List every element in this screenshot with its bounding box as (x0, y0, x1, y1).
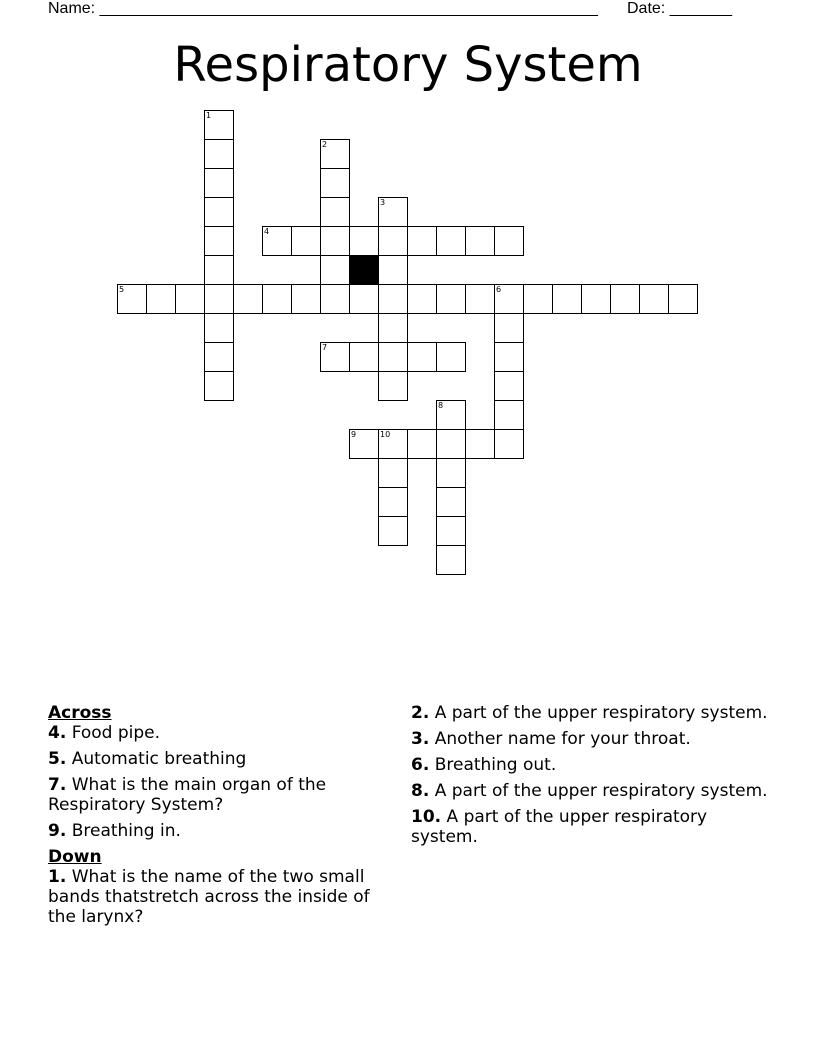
page-title: Respiratory System (173, 37, 643, 93)
clue-text: A part of the upper respiratory system. (434, 703, 768, 723)
grid-cell[interactable] (610, 284, 640, 314)
clue-number: 9. (48, 821, 67, 841)
grid-cell-shaded (349, 255, 379, 285)
grid-cell[interactable] (291, 284, 321, 314)
grid-cell[interactable] (523, 284, 553, 314)
clue-number: 10. (411, 807, 442, 827)
grid-cell[interactable] (436, 516, 466, 546)
clue-across-5 (48, 749, 393, 769)
grid-cell[interactable] (262, 226, 292, 256)
clue-across-7 (48, 775, 393, 815)
grid-cell[interactable] (378, 284, 408, 314)
clue-text: Another name for your throat. (434, 729, 691, 749)
grid-clue-number: 8 (438, 401, 444, 410)
grid-cell[interactable] (262, 284, 292, 314)
grid-cell[interactable] (349, 226, 379, 256)
grid-cell[interactable] (204, 313, 234, 343)
grid-clue-number: 2 (322, 140, 328, 149)
clue-text: A part of the upper respiratory system. (434, 781, 768, 801)
grid-cell[interactable] (320, 255, 350, 285)
grid-cell[interactable] (320, 226, 350, 256)
clue-down-6 (411, 755, 771, 775)
name-field-label: Name: ________________________________________________________ (48, 0, 598, 17)
clues-left-column (48, 703, 393, 933)
grid-cell[interactable] (494, 313, 524, 343)
grid-cell[interactable] (204, 284, 234, 314)
grid-cell[interactable] (320, 139, 350, 169)
clue-down-1 (48, 867, 393, 927)
grid-cell[interactable] (378, 371, 408, 401)
clue-number: 4. (48, 723, 67, 743)
grid-cell[interactable] (494, 371, 524, 401)
clue-down-8 (411, 781, 771, 801)
grid-clue-number: 5 (119, 285, 125, 294)
clue-number: 7. (48, 775, 67, 795)
grid-cell[interactable] (291, 226, 321, 256)
grid-cell[interactable] (117, 284, 147, 314)
grid-cell[interactable] (204, 226, 234, 256)
clue-down-3 (411, 729, 771, 749)
clue-across-4 (48, 723, 393, 743)
grid-cell[interactable] (407, 429, 437, 459)
grid-cell[interactable] (581, 284, 611, 314)
clues-right-column (411, 703, 771, 853)
grid-cell[interactable] (494, 400, 524, 430)
clue-number: 8. (411, 781, 430, 801)
grid-cell[interactable] (465, 284, 495, 314)
clue-down-10 (411, 807, 771, 847)
across-heading: Across (48, 703, 112, 723)
grid-cell[interactable] (378, 516, 408, 546)
grid-cell[interactable] (465, 429, 495, 459)
grid-cell[interactable] (436, 429, 466, 459)
grid-clue-number: 7 (322, 343, 328, 352)
grid-cell[interactable] (320, 284, 350, 314)
grid-cell[interactable] (378, 313, 408, 343)
grid-cell[interactable] (378, 255, 408, 285)
clue-text: Automatic breathing (71, 749, 247, 769)
clue-text: A part of the upper respiratory system. (411, 807, 708, 847)
grid-clue-number: 10 (380, 430, 391, 439)
grid-cell[interactable] (378, 429, 408, 459)
grid-cell[interactable] (233, 284, 263, 314)
grid-cell[interactable] (552, 284, 582, 314)
grid-cell[interactable] (378, 487, 408, 517)
grid-cell[interactable] (494, 284, 524, 314)
date-field-label: Date: _______ (627, 0, 732, 17)
clue-down-2 (411, 703, 771, 723)
down-heading: Down (48, 847, 102, 867)
grid-cell[interactable] (349, 342, 379, 372)
grid-clue-number: 4 (264, 227, 270, 236)
grid-cell[interactable] (204, 255, 234, 285)
grid-cell[interactable] (204, 139, 234, 169)
grid-cell[interactable] (204, 168, 234, 198)
grid-clue-number: 6 (496, 285, 502, 294)
grid-cell[interactable] (378, 458, 408, 488)
grid-cell[interactable] (407, 284, 437, 314)
grid-cell[interactable] (465, 226, 495, 256)
grid-clue-number: 3 (380, 198, 386, 207)
grid-cell[interactable] (378, 197, 408, 227)
grid-cell[interactable] (436, 545, 466, 575)
grid-clue-number: 1 (206, 111, 212, 120)
grid-cell[interactable] (204, 110, 234, 140)
grid-cell[interactable] (436, 342, 466, 372)
clue-number: 5. (48, 749, 67, 769)
clue-across-9 (48, 821, 393, 841)
grid-cell[interactable] (146, 284, 176, 314)
grid-cell[interactable] (320, 342, 350, 372)
grid-cell[interactable] (407, 342, 437, 372)
clue-text: Breathing out. (434, 755, 557, 775)
grid-cell[interactable] (436, 400, 466, 430)
grid-cell[interactable] (639, 284, 669, 314)
grid-cell[interactable] (175, 284, 205, 314)
clue-number: 1. (48, 867, 67, 887)
grid-cell[interactable] (204, 197, 234, 227)
clue-text: What is the main organ of the Respiratory System? (48, 775, 327, 815)
grid-cell[interactable] (349, 429, 379, 459)
grid-cell[interactable] (436, 226, 466, 256)
clue-text: Breathing in. (71, 821, 181, 841)
grid-cell[interactable] (494, 429, 524, 459)
grid-cell[interactable] (378, 226, 408, 256)
grid-cell[interactable] (407, 226, 437, 256)
clue-number: 2. (411, 703, 430, 723)
grid-cell[interactable] (320, 168, 350, 198)
grid-cell[interactable] (436, 284, 466, 314)
grid-cell[interactable] (204, 371, 234, 401)
grid-clue-number: 9 (351, 430, 357, 439)
grid-cell[interactable] (349, 284, 379, 314)
grid-cell[interactable] (436, 487, 466, 517)
grid-cell[interactable] (668, 284, 698, 314)
clue-number: 3. (411, 729, 430, 749)
grid-cell[interactable] (204, 342, 234, 372)
grid-cell[interactable] (378, 342, 408, 372)
clue-text: Food pipe. (71, 723, 161, 743)
clue-text: What is the name of the two small bands thatstretch across the inside of the larynx? (48, 867, 370, 927)
grid-cell[interactable] (436, 458, 466, 488)
grid-cell[interactable] (320, 197, 350, 227)
clue-number: 6. (411, 755, 430, 775)
grid-cell[interactable] (494, 226, 524, 256)
grid-cell[interactable] (494, 342, 524, 372)
